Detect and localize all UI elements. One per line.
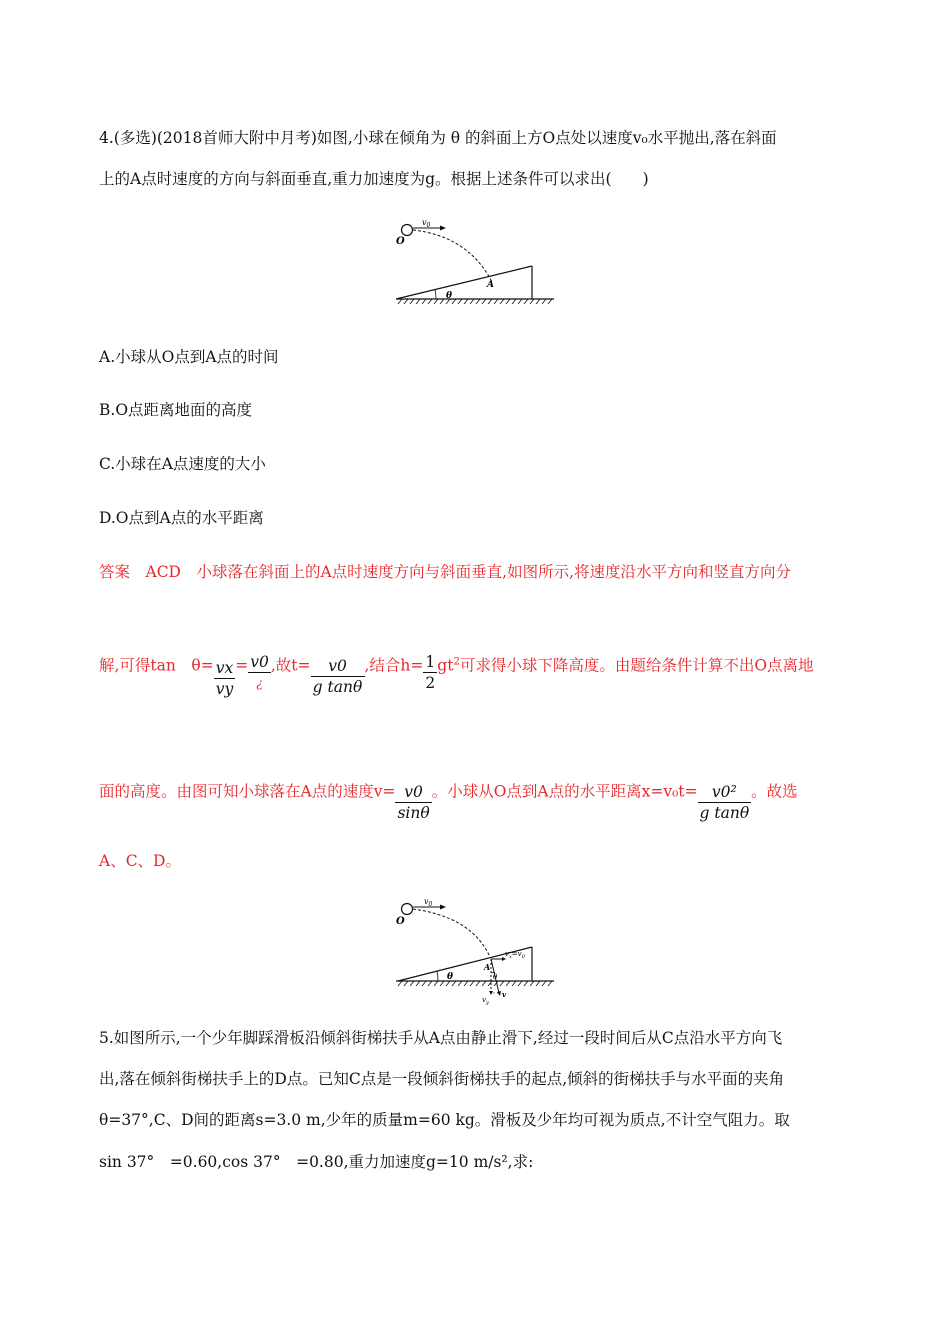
q4-option-d: D.O点到A点的水平距离 <box>99 509 264 527</box>
ans-fig-v-label: v <box>502 990 507 999</box>
fraction-t: $\frac{v0}{\text{g tanθ}}$ <box>311 656 365 697</box>
q4-fig-O-label: O <box>396 236 405 247</box>
q4-fig-A-label: A <box>487 280 494 290</box>
fraction-v0: $\frac{v0}{¿}$ <box>250 653 269 690</box>
answer-figure <box>392 895 562 1005</box>
q4-option-a: A.小球从O点到A点的时间 <box>99 348 279 366</box>
q4-fig-v0-label: $v_0$ <box>422 218 431 229</box>
q5-stem-line2: 出,落在倾斜街梯扶手上的D点。已知C点是一段倾斜街梯扶手的起点,倾斜的街梯扶手与水平面的夹角 <box>99 1070 785 1088</box>
fraction-vx-vy: $\frac{vx}{vy}$ <box>215 659 234 698</box>
q4-figure <box>392 218 562 310</box>
q5-stem-line4: sin 37° =0.60,cos 37° =0.80,重力加速度g=10 m/s²,求: <box>99 1153 534 1171</box>
q4-option-c: C.小球在A点速度的大小 <box>99 455 266 473</box>
ans-fig-theta-label: θ <box>447 972 454 982</box>
ball-icon <box>402 225 413 236</box>
q5-stem-line3: θ=37°,C、D间的距离s=3.0 m,少年的质量m=60 kg。滑板及少年均可视为质点,不计空气阻力。取 <box>99 1111 790 1129</box>
ans-fig-theta-small: θ <box>493 973 498 981</box>
ball-icon <box>402 904 413 915</box>
answer-line4: A、C、D。 <box>99 852 181 870</box>
fraction-x: $\frac{\text{v0²}}{\text{g tanθ}}$ <box>699 783 750 822</box>
answer-line1: 答案 ACD 小球落在斜面上的A点时速度方向与斜面垂直,如图所示,将速度沿水平方向和竖直方向分 <box>99 563 792 581</box>
answer-text: 解,可得tan θ= <box>99 656 214 675</box>
q4-stem-line2: 上的A点时速度的方向与斜面垂直,重力加速度为g。根据上述条件可以求出( ) <box>99 170 649 188</box>
q4-fig-theta-label: θ <box>446 291 453 301</box>
q4-stem-line1: 4.(多选)(2018首师大附中月考)如图,小球在倾角为 θ 的斜面上方O点处以速度v₀水平抛出,落在斜面 <box>99 129 777 147</box>
ans-fig-A-label: A <box>484 962 491 972</box>
fraction-v: $\frac{v0}{\sin\theta}$ <box>397 783 430 822</box>
answer-line2: 解,可得tan θ= $\frac{vx}{vy}$ = $\frac{v0}{¿}$ ,故t= $\frac{v0}{\text{g tanθ}}$ ,结合h= $\frac{1}{2}$ $gt^2$可求得小球下降高度。由题给条件计算不出O点离地 <box>99 653 814 698</box>
ans-fig-v0-label: $v_0$ <box>424 897 433 908</box>
q5-stem-line1: 5.如图所示,一个少年脚踩滑板沿倾斜街梯扶手从A点由静止滑下,经过一段时间后从C点沿水平方向飞 <box>99 1029 783 1047</box>
answer-line3: 面的高度。由图可知小球落在A点的速度v= $\frac{v0}{\sin\theta}$ 。小球从O点到A点的水平距离x=v₀t= $\frac{\text{v0²}}{\text{g tanθ}}$ 。故选 <box>99 782 798 822</box>
ans-fig-vy-label: $v_y$ <box>482 996 489 1005</box>
fraction-half: $\frac{1}{2}$ <box>425 653 436 692</box>
ans-fig-vx-label: $v_x=v_0$ <box>505 950 525 960</box>
q4-option-b: B.O点距离地面的高度 <box>99 401 253 419</box>
ans-fig-O-label: O <box>396 916 405 927</box>
